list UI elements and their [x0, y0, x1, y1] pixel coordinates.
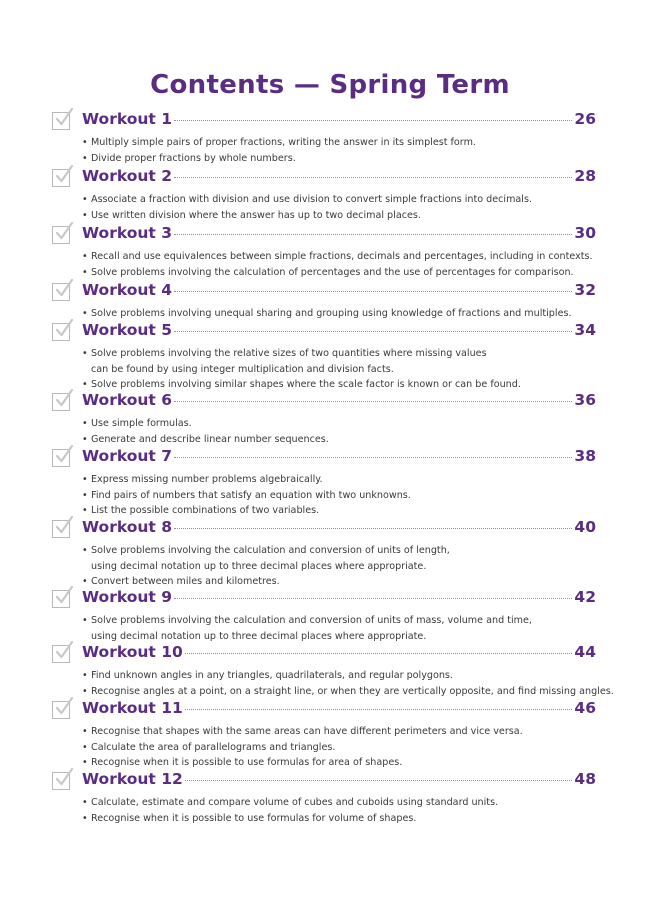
checkbox[interactable]: [52, 226, 70, 244]
workout-title: Workout 8: [82, 518, 173, 536]
bullet-icon: •: [82, 670, 88, 681]
checkbox-tick-icon: [54, 389, 74, 409]
bullet-icon: •: [82, 685, 88, 697]
objective-text: Find unknown angles in any triangles, quadrilaterals, and regular polygons.: [91, 670, 453, 681]
checkbox[interactable]: [52, 449, 70, 467]
dot-leader: [174, 331, 572, 332]
toc-entry-header: [52, 112, 600, 134]
objective-item: [82, 668, 600, 684]
checkbox-tick-icon: [54, 516, 74, 536]
workout-title: Workout 4: [82, 281, 173, 299]
checkbox-tick-icon: [54, 108, 74, 128]
objective-text: Use simple formulas.: [91, 418, 192, 429]
toc-entry-header: [52, 226, 600, 248]
workout-title: Workout 3: [82, 224, 173, 242]
bullet-icon: •: [82, 576, 88, 587]
toc-entry-header: [52, 645, 600, 667]
dot-leader: [174, 291, 572, 292]
objectives-list: [52, 724, 600, 771]
bullet-icon: •: [82, 545, 88, 556]
objectives-list: [52, 472, 600, 519]
toc-entry-header: [52, 323, 600, 345]
bullet-icon: •: [82, 152, 88, 164]
toc-entry-workout-12: [52, 772, 600, 826]
objective-text: Solve problems involving the calculation of percentages and the use of percentages for comparison.: [91, 266, 574, 278]
objectives-list: [52, 135, 600, 166]
toc-entry-header: [52, 520, 600, 542]
toc-entry-title-row[interactable]: [82, 167, 596, 185]
toc-entry-header: [52, 393, 600, 415]
objective-item: [82, 488, 600, 504]
checkbox[interactable]: [52, 645, 70, 663]
objective-text: List the possible combinations of two variables.: [91, 505, 320, 516]
toc-entry-title-row[interactable]: [82, 321, 596, 339]
objective-text: Recognise when it is possible to use formulas for volume of shapes.: [91, 812, 417, 824]
objective-item: [82, 503, 600, 519]
workout-title: Workout 9: [82, 588, 173, 606]
toc-entry-header: [52, 169, 600, 191]
dot-leader: [174, 528, 572, 529]
objective-text: Divide proper fractions by whole numbers.: [91, 152, 296, 164]
toc-entry-header: [52, 449, 600, 471]
bullet-icon: •: [82, 505, 88, 516]
toc-entry-workout-1: [52, 112, 600, 166]
checkbox-tick-icon: [54, 697, 74, 717]
toc-entry-workout-4: [52, 283, 600, 322]
bullet-icon: •: [82, 726, 88, 737]
objective-item: [82, 740, 600, 756]
bullet-icon: •: [82, 489, 88, 501]
workout-title: Workout 11: [82, 699, 183, 717]
objectives-list: [52, 346, 600, 393]
toc-entry-title-row[interactable]: [82, 643, 596, 661]
toc-entry-workout-7: [52, 449, 600, 519]
bullet-icon: •: [82, 194, 88, 205]
objective-text: Associate a fraction with division and use division to convert simple fractions into decimals.: [91, 194, 533, 205]
dot-leader: [174, 598, 572, 599]
objective-text: Generate and describe linear number sequences.: [91, 433, 329, 445]
toc-entry-title-row[interactable]: [82, 588, 596, 606]
toc-entry-title-row[interactable]: [82, 447, 596, 465]
toc-entry-title-row[interactable]: [82, 391, 596, 409]
objective-text: can be found by using integer multiplication and division facts.: [91, 363, 394, 375]
objective-text: Solve problems involving the calculation and conversion of units of length,: [91, 545, 450, 556]
checkbox-tick-icon: [54, 445, 74, 465]
checkbox-tick-icon: [54, 586, 74, 606]
dot-leader: [174, 177, 572, 178]
objectives-list: [52, 543, 600, 590]
checkbox[interactable]: [52, 393, 70, 411]
objective-text: using decimal notation up to three decimal places where appropriate.: [91, 560, 427, 572]
objective-item: [82, 724, 600, 740]
toc-entry-title-row[interactable]: [82, 281, 596, 299]
checkbox[interactable]: [52, 772, 70, 790]
page-number: 36: [574, 391, 596, 409]
objective-text: Recall and use equivalences between simple fractions, decimals and percentages, including in contexts.: [91, 251, 593, 262]
toc-entry-workout-5: [52, 323, 600, 393]
objective-item: [82, 151, 600, 167]
page-number: 46: [574, 699, 596, 717]
bullet-icon: •: [82, 418, 88, 429]
objective-text: Solve problems involving the calculation and conversion of units of mass, volume and time,: [91, 615, 532, 626]
dot-leader: [185, 653, 573, 654]
toc-entry-workout-9: [52, 590, 600, 644]
toc-entry-workout-6: [52, 393, 600, 447]
bullet-icon: •: [82, 348, 88, 359]
objective-text: using decimal notation up to three decimal places where appropriate.: [91, 630, 427, 642]
toc-entry-title-row[interactable]: [82, 110, 596, 128]
objective-text: Solve problems involving similar shapes where the scale factor is known or can be found.: [91, 379, 521, 390]
objectives-list: [52, 795, 600, 826]
bullet-icon: •: [82, 137, 88, 148]
toc-entry-workout-8: [52, 520, 600, 590]
objective-item: [82, 543, 600, 559]
page-number: 30: [574, 224, 596, 242]
checkbox[interactable]: [52, 323, 70, 341]
objective-text: Calculate the area of parallelograms and triangles.: [91, 741, 336, 753]
checkbox[interactable]: [52, 701, 70, 719]
checkbox-tick-icon: [54, 641, 74, 661]
page-number: 48: [574, 770, 596, 788]
toc-entry-workout-11: [52, 701, 600, 771]
objective-text: Multiply simple pairs of proper fractions, writing the answer in its simplest form.: [91, 137, 476, 148]
toc-entry-header: [52, 772, 600, 794]
objectives-list: [52, 613, 600, 644]
objective-item: [82, 432, 600, 448]
objective-item: [82, 795, 600, 811]
bullet-icon: •: [82, 757, 88, 768]
bullet-icon: •: [82, 308, 88, 319]
bullet-icon: •: [82, 209, 88, 221]
bullet-icon: •: [82, 433, 88, 445]
dot-leader: [185, 780, 573, 781]
objective-item: [82, 755, 600, 771]
objective-item: [82, 416, 600, 432]
page-number: 40: [574, 518, 596, 536]
objective-text: Solve problems involving the relative sizes of two quantities where missing values: [91, 348, 487, 359]
objective-text: Recognise that shapes with the same areas can have different perimeters and vice versa.: [91, 726, 523, 737]
checkbox-tick-icon: [54, 222, 74, 242]
objective-item: [82, 135, 600, 151]
dot-leader: [174, 401, 572, 402]
objective-text: Find pairs of numbers that satisfy an equation with two unknowns.: [91, 489, 411, 501]
page-number: 44: [574, 643, 596, 661]
objective-item: [82, 472, 600, 488]
workout-title: Workout 7: [82, 447, 173, 465]
objective-item-continuation: [82, 629, 600, 645]
objective-text: Calculate, estimate and compare volume of cubes and cuboids using standard units.: [91, 797, 499, 808]
objective-item: [82, 684, 614, 700]
workout-title: Workout 10: [82, 643, 183, 661]
toc-entry-workout-3: [52, 226, 600, 280]
objective-text: Use written division where the answer has up to two decimal places.: [91, 209, 421, 221]
page-number: 28: [574, 167, 596, 185]
toc-entry-header: [52, 283, 600, 305]
objective-item: [82, 265, 600, 281]
objectives-list: [52, 306, 600, 322]
objective-item: [82, 306, 600, 322]
objective-item: [82, 249, 600, 265]
toc-entry-title-row[interactable]: [82, 518, 596, 536]
bullet-icon: •: [82, 741, 88, 753]
objective-item: [82, 346, 600, 362]
toc-entry-title-row[interactable]: [82, 699, 596, 717]
objectives-list: [52, 416, 600, 447]
bullet-icon: •: [82, 251, 88, 262]
objectives-list: [52, 668, 614, 699]
objective-item-continuation: [82, 362, 600, 378]
toc-entry-header: [52, 701, 600, 723]
checkbox[interactable]: [52, 520, 70, 538]
objective-item: [82, 208, 600, 224]
workout-title: Workout 6: [82, 391, 173, 409]
bullet-icon: •: [82, 812, 88, 824]
checkbox-tick-icon: [54, 319, 74, 339]
objective-item-continuation: [82, 559, 600, 575]
checkbox[interactable]: [52, 112, 70, 130]
page-title: Contents — Spring Term: [150, 70, 510, 100]
objective-text: Recognise angles at a point, on a straight line, or when they are vertically opposite, and find missing angles.: [91, 685, 614, 697]
toc-entry-title-row[interactable]: [82, 770, 596, 788]
page-number: 42: [574, 588, 596, 606]
objective-text: Express missing number problems algebraically.: [91, 474, 323, 485]
bullet-icon: •: [82, 474, 88, 485]
objectives-list: [52, 249, 600, 280]
page-number: 38: [574, 447, 596, 465]
objective-text: Recognise when it is possible to use formulas for area of shapes.: [91, 757, 403, 768]
checkbox[interactable]: [52, 590, 70, 608]
toc-entry-title-row[interactable]: [82, 224, 596, 242]
bullet-icon: •: [82, 266, 88, 278]
objective-item: [82, 613, 600, 629]
toc-entry-workout-2: [52, 169, 600, 223]
bullet-icon: •: [82, 797, 88, 808]
checkbox[interactable]: [52, 283, 70, 301]
bullet-icon: •: [82, 615, 88, 626]
dot-leader: [185, 709, 573, 710]
toc-entry-header: [52, 590, 600, 612]
workout-title: Workout 2: [82, 167, 173, 185]
dot-leader: [174, 120, 572, 121]
page-number: 32: [574, 281, 596, 299]
objectives-list: [52, 192, 600, 223]
workout-title: Workout 12: [82, 770, 183, 788]
checkbox[interactable]: [52, 169, 70, 187]
workout-title: Workout 5: [82, 321, 173, 339]
objective-text: Convert between miles and kilometres.: [91, 576, 280, 587]
objective-text: Solve problems involving unequal sharing and grouping using knowledge of fractions and multiples.: [91, 308, 572, 319]
dot-leader: [174, 457, 572, 458]
objective-item: [82, 192, 600, 208]
page-number: 34: [574, 321, 596, 339]
checkbox-tick-icon: [54, 165, 74, 185]
toc-entry-workout-10: [52, 643, 614, 699]
page-number: 26: [574, 110, 596, 128]
workout-title: Workout 1: [82, 110, 173, 128]
bullet-icon: •: [82, 379, 88, 390]
checkbox-tick-icon: [54, 768, 74, 788]
dot-leader: [174, 234, 572, 235]
checkbox-tick-icon: [54, 279, 74, 299]
objective-item: [82, 811, 600, 827]
